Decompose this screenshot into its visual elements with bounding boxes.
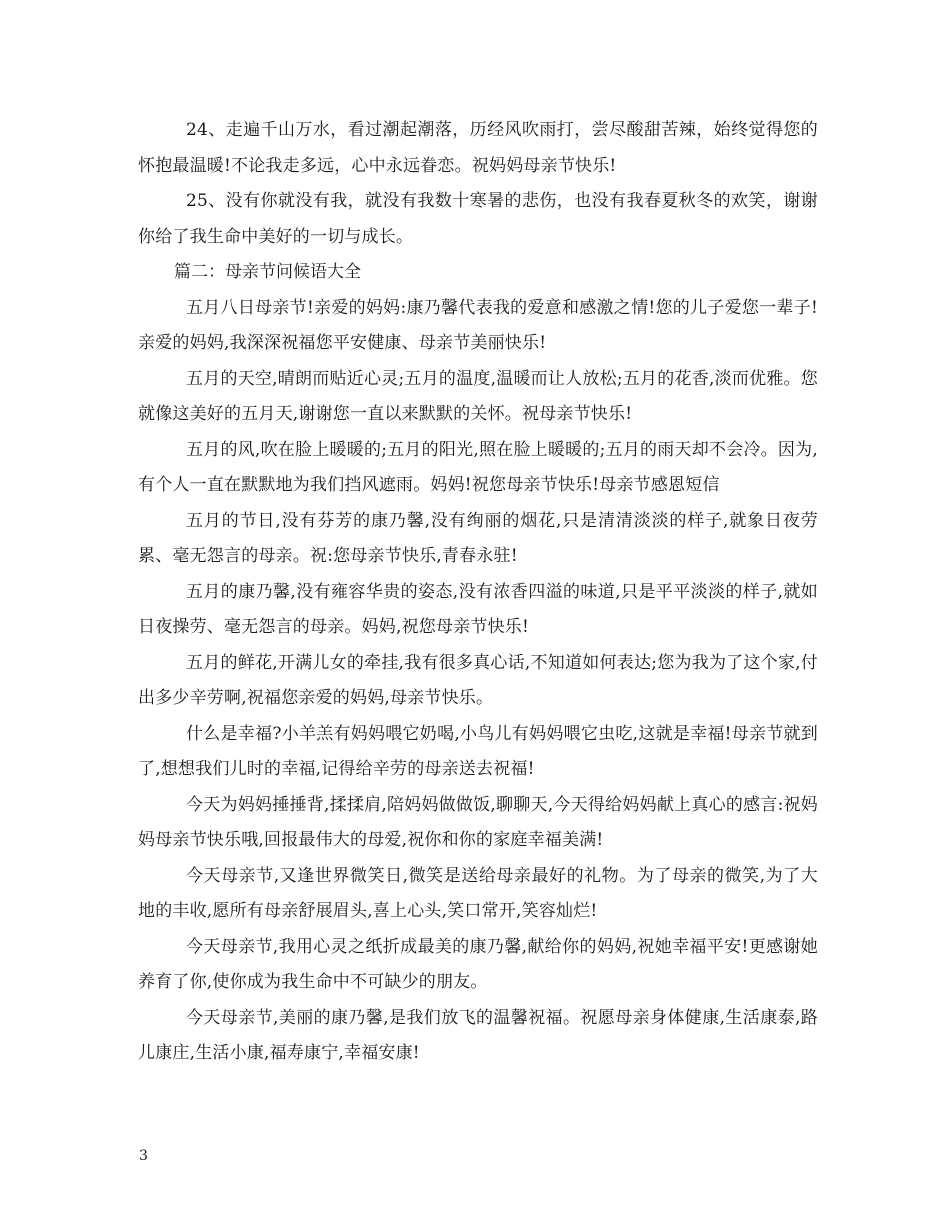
paragraph: 五月的康乃馨,没有雍容华贵的姿态,没有浓香四溢的味道,只是平平淡淡的样子,就如日夜操劳、毫无怨言的母亲。妈妈,祝您母亲节快乐! xyxy=(138,581,818,637)
document-body xyxy=(138,113,818,1072)
paragraph: 今天母亲节,我用心灵之纸折成最美的康乃馨,献给你的妈妈,祝她幸福平安!更感谢她养育了你,使你成为我生命中不可缺少的朋友。 xyxy=(138,936,818,992)
section-heading: 篇二：母亲节问候语大全 xyxy=(174,262,361,282)
paragraph: 五月的鲜花,开满儿女的牵挂,我有很多真心话,不知道如何表达;您为我为了这个家,付出多少辛劳啊,祝福您亲爱的妈妈,母亲节快乐。 xyxy=(138,652,818,708)
paragraph-25: 25、没有你就没有我，就没有我数十寒暑的悲伤，也没有我春夏秋冬的欢笑，谢谢你给了我生命中美好的一切与成长。 xyxy=(138,191,818,247)
paragraph-24: 24、走遍千山万水，看过潮起潮落，历经风吹雨打，尝尽酸甜苦辣，始终觉得您的怀抱最温暖!不论我走多远，心中永远眷恋。祝妈妈母亲节快乐! xyxy=(138,120,818,176)
paragraph: 今天为妈妈捶捶背,揉揉肩,陪妈妈做做饭,聊聊天,今天得给妈妈献上真心的感言:祝妈妈母亲节快乐哦,回报最伟大的母爱,祝你和你的家庭幸福美满! xyxy=(138,794,818,850)
paragraph: 什么是幸福?小羊羔有妈妈喂它奶喝,小鸟儿有妈妈喂它虫吃,这就是幸福!母亲节就到了,想想我们儿时的幸福,记得给辛劳的母亲送去祝福! xyxy=(138,723,818,779)
paragraph: 五月的节日,没有芬芳的康乃馨,没有绚丽的烟花,只是清清淡淡的样子,就象日夜劳累、毫无怨言的母亲。祝:您母亲节快乐,青春永驻! xyxy=(138,510,818,566)
paragraph: 五月八日母亲节!亲爱的妈妈:康乃馨代表我的爱意和感激之情!您的儿子爱您一辈子!亲爱的妈妈,我深深祝福您平安健康、母亲节美丽快乐! xyxy=(138,297,818,353)
paragraph: 五月的风,吹在脸上暖暖的;五月的阳光,照在脸上暖暖的;五月的雨天却不会冷。因为,有个人一直在默默地为我们挡风遮雨。妈妈!祝您母亲节快乐!母亲节感恩短信 xyxy=(138,439,818,495)
page-number: 3 xyxy=(139,1148,148,1164)
paragraph: 五月的天空,晴朗而贴近心灵;五月的温度,温暖而让人放松;五月的花香,淡而优雅。您就像这美好的五月天,谢谢您一直以来默默的关怀。祝母亲节快乐! xyxy=(138,368,818,424)
paragraph: 今天母亲节,美丽的康乃馨,是我们放飞的温馨祝福。祝愿母亲身体健康,生活康泰,路儿康庄,生活小康,福寿康宁,幸福安康! xyxy=(138,1007,818,1063)
paragraph: 今天母亲节,又逢世界微笑日,微笑是送给母亲最好的礼物。为了母亲的微笑,为了大地的丰收,愿所有母亲舒展眉头,喜上心头,笑口常开,笑容灿烂! xyxy=(138,865,818,921)
